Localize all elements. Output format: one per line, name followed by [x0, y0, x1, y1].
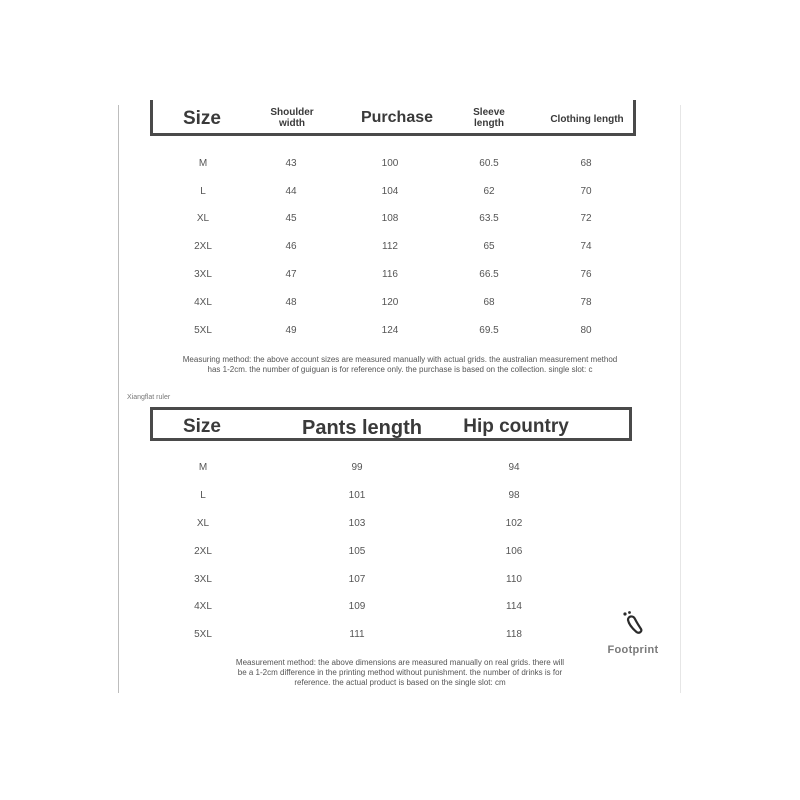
table-cell: L	[200, 186, 206, 197]
table-cell: 2XL	[194, 241, 212, 252]
table-cell: 106	[505, 546, 523, 557]
table-cell: 116	[382, 269, 398, 280]
table-cell: 80	[580, 325, 592, 336]
table-cell: 62	[483, 186, 495, 197]
table-cell: 5XL	[194, 325, 212, 336]
table-cell: 68	[580, 158, 592, 169]
table-cell: 45	[285, 213, 297, 224]
table-cell: 103	[348, 518, 366, 529]
bottom-header-pants-length: Pants length	[301, 417, 422, 439]
table-cell: 104	[381, 186, 399, 197]
ruler-label: Xiangflat ruler	[127, 394, 171, 401]
table-cell: 60.5	[479, 158, 499, 169]
top-measuring-note	[124, 355, 676, 375]
table-cell: 114	[506, 601, 522, 612]
table-cell: 65	[483, 241, 495, 252]
top-header-size: Size	[182, 108, 222, 129]
table-cell: XL	[196, 518, 210, 529]
table-cell: 69.5	[479, 325, 499, 336]
footprint-label: Footprint	[607, 644, 659, 656]
note-line: Measuring method: the above account sizes are measured manually with actual grids. the australian measurement method	[182, 355, 618, 364]
bottom-header-size: Size	[182, 416, 222, 437]
note-line: Measurement method: the above dimensions are measured manually on real grids. there will	[235, 658, 565, 667]
table-cell: 120	[381, 297, 399, 308]
table-cell: 4XL	[194, 601, 212, 612]
table-cell: 4XL	[194, 297, 212, 308]
table-cell: 108	[381, 213, 399, 224]
table-cell: 99	[351, 462, 363, 473]
table-cell: 111	[349, 629, 365, 640]
table-cell: L	[200, 490, 206, 501]
table-cell: 63.5	[479, 213, 499, 224]
table-cell: 107	[348, 574, 366, 585]
table-cell: 105	[348, 546, 366, 557]
table-cell: 48	[285, 297, 297, 308]
table-cell: 102	[505, 518, 523, 529]
footprint-icon	[620, 610, 646, 636]
table-cell: 94	[508, 462, 520, 473]
table-cell: M	[198, 158, 208, 169]
table-cell: 76	[580, 269, 592, 280]
top-header-sleeve-length: Sleeve length	[473, 107, 505, 129]
table-cell: 3XL	[194, 574, 212, 585]
table-cell: 112	[382, 241, 398, 252]
table-cell: 72	[580, 213, 592, 224]
bottom-table-header	[150, 407, 632, 441]
note-line: has 1-2cm. the number of guiguan is for reference only. the purchase is based on the collection. single slot: c	[207, 365, 593, 374]
table-cell: 98	[508, 490, 520, 501]
table-cell: 110	[506, 574, 522, 585]
note-line: be a 1-2cm difference in the printing method without punishment. the number of drinks is for	[237, 668, 563, 677]
table-cell: 100	[381, 158, 399, 169]
table-cell: 118	[506, 629, 522, 640]
table-cell: 74	[580, 241, 592, 252]
top-header-clothing-length: Clothing length	[550, 114, 624, 125]
top-header-purchase: Purchase	[360, 109, 434, 126]
table-cell: 124	[381, 325, 399, 336]
table-cell: 47	[285, 269, 297, 280]
table-cell: 66.5	[479, 269, 499, 280]
note-line: reference. the actual product is based on the single slot: cm	[294, 678, 506, 687]
table-cell: 49	[285, 325, 297, 336]
table-cell: 43	[285, 158, 297, 169]
sheet-right-edge	[680, 105, 681, 693]
table-cell: 70	[580, 186, 592, 197]
table-cell: 78	[580, 297, 592, 308]
table-cell: 46	[285, 241, 297, 252]
table-cell: 68	[483, 297, 495, 308]
table-cell: 109	[348, 601, 366, 612]
bottom-measuring-note	[200, 658, 600, 688]
top-header-shoulder-width: Shoulder width	[270, 107, 314, 129]
table-cell: 3XL	[194, 269, 212, 280]
top-table-header	[150, 100, 636, 136]
table-cell: 2XL	[194, 546, 212, 557]
table-cell: 44	[285, 186, 297, 197]
table-cell: M	[198, 462, 208, 473]
table-cell: 101	[348, 490, 366, 501]
table-cell: 5XL	[194, 629, 212, 640]
sheet-left-edge	[118, 105, 119, 693]
footprint-logo	[598, 610, 668, 656]
bottom-header-hip-country: Hip country	[463, 416, 569, 437]
table-cell: XL	[196, 213, 210, 224]
